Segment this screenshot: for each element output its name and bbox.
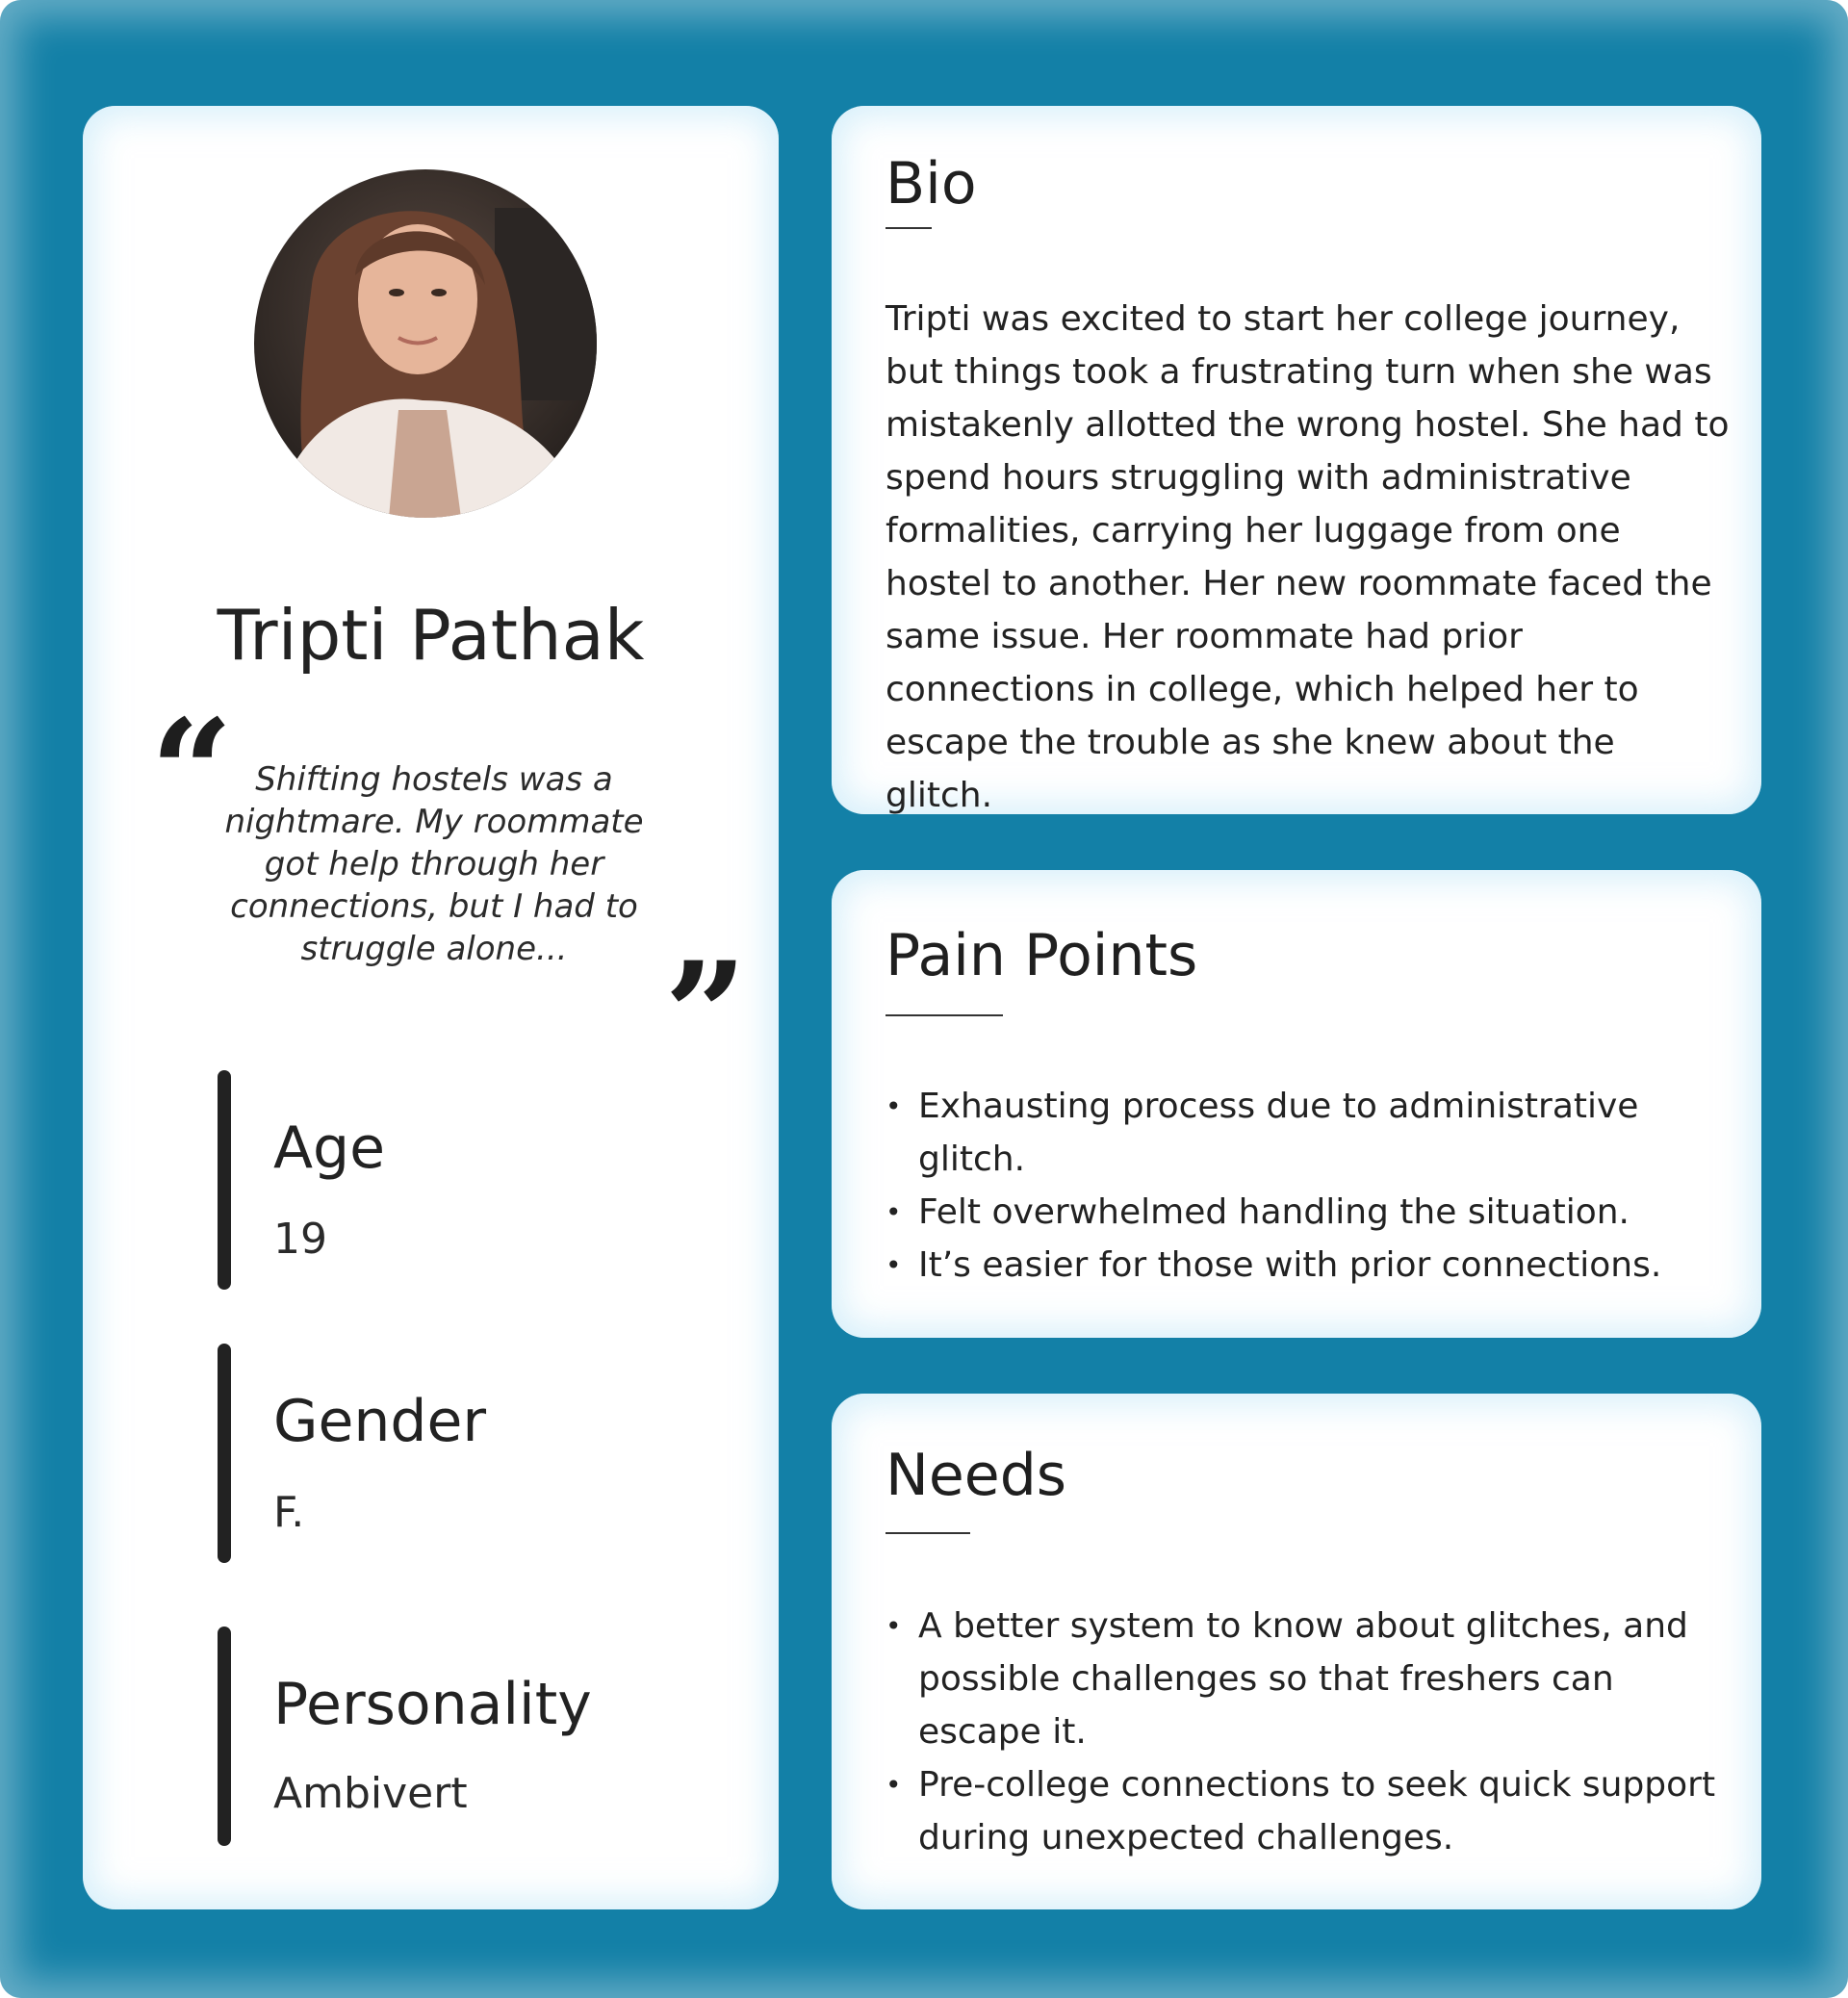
gender-value: F. xyxy=(273,1488,305,1537)
pain-points-title: Pain Points xyxy=(886,922,1198,989)
list-item: • Pre-college connections to seek quick support during unexpected challenges. xyxy=(886,1758,1732,1864)
personality-label: Personality xyxy=(273,1671,592,1738)
gender-label: Gender xyxy=(273,1388,487,1455)
profile-photo xyxy=(254,169,597,518)
close-quote-icon: ” xyxy=(664,931,748,1100)
age-label: Age xyxy=(273,1114,386,1182)
bio-text: Tripti was excited to start her college journey, but things took a frustrating turn when she was mistakenly allotted the wrong hostel. She had to spend hours struggling with administrative formalities, carrying her luggage from one hostel to another. Her new roommate faced the same issue. Her roommate had prior connections in college, which helped her to escape the trouble as she knew about the glitch. xyxy=(886,299,1730,815)
personality-accent-bar xyxy=(218,1627,231,1846)
age-accent-bar xyxy=(218,1070,231,1290)
persona-name: Tripti Pathak xyxy=(217,595,645,676)
gender-accent-bar xyxy=(218,1344,231,1563)
list-item: • It’s easier for those with prior connections. xyxy=(886,1239,1732,1292)
bio-title-underline xyxy=(886,227,932,229)
list-item: • A better system to know about glitches, and possible challenges so that freshers can escape it. xyxy=(886,1600,1732,1758)
needs-title: Needs xyxy=(886,1442,1067,1509)
bio-title: Bio xyxy=(886,150,977,218)
needs-title-underline xyxy=(886,1532,970,1534)
profile-photo-image xyxy=(254,169,597,518)
pain-points-title-underline xyxy=(886,1014,1003,1016)
pain-points-list xyxy=(886,1080,1732,1292)
age-value: 19 xyxy=(273,1215,327,1264)
list-item: • Exhausting process due to administrative glitch. xyxy=(886,1080,1732,1186)
list-item: • Felt overwhelmed handling the situation. xyxy=(886,1186,1732,1239)
personality-value: Ambivert xyxy=(273,1769,468,1818)
needs-list xyxy=(886,1600,1732,1864)
persona-quote: Shifting hostels was a nightmare. My roommate got help through her connections, but I had to struggle alone... xyxy=(224,760,644,968)
open-quote-icon: “ xyxy=(150,688,234,858)
